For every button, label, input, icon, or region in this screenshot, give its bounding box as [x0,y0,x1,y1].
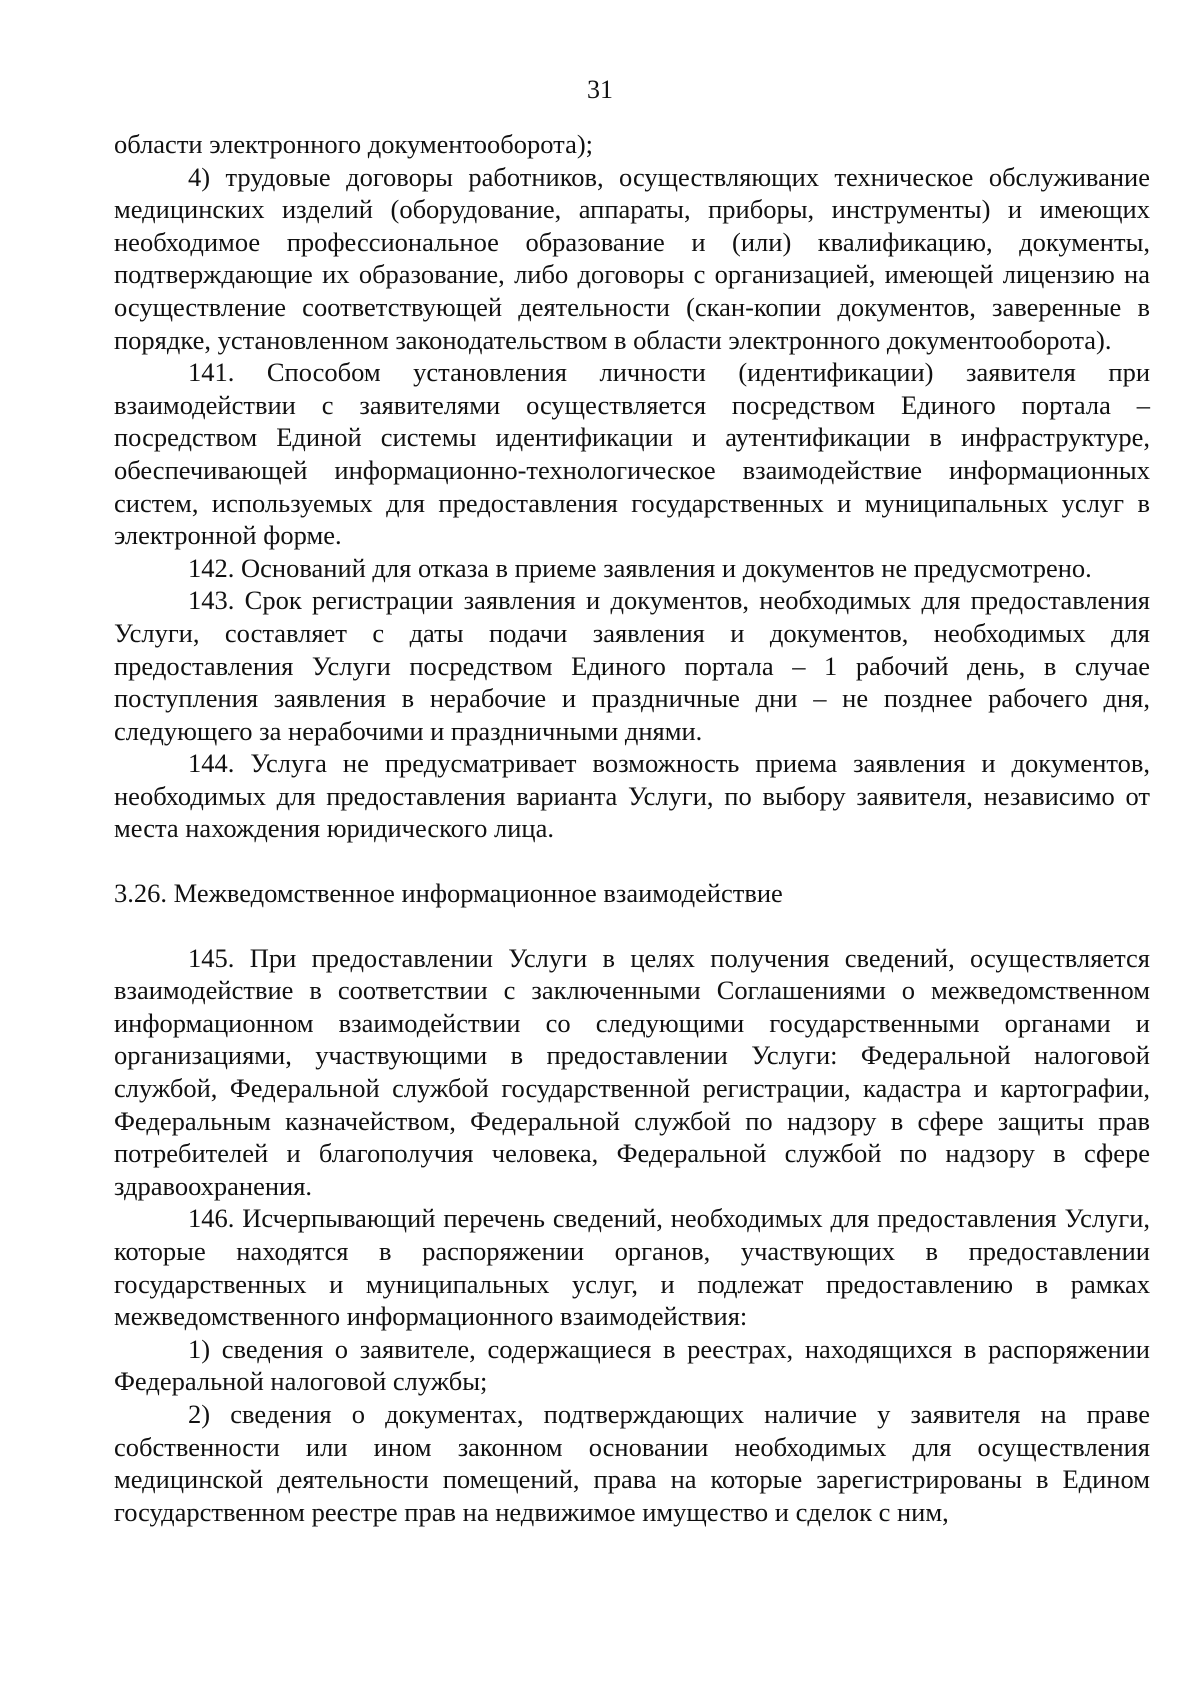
document-body [114,128,1150,1528]
paragraph: 145. При предоставлении Услуги в целях получения сведений, осуществляется взаимодействие в соответствии с заключенными Соглашениями о межведомственном информационном взаимодействии со следующими государственными органами и организациями, участвующими в предоставлении Услуги: Федеральной налоговой службой, Федеральной службой государственной регистрации, кадастра и картографии, Федеральным казначейством, Федеральной службой по надзору в сфере защиты прав потребителей и благополучия человека, Федеральной службой по надзору в сфере здравоохранения. [114,942,1150,1201]
paragraph: 143. Срок регистрации заявления и документов, необходимых для предоставления Услуги, составляет с даты подачи заявления и документов, необходимых для предоставления Услуги посредством Единого портала – 1 рабочий день, в случае поступления заявления в нерабочие и праздничные дни – не позднее рабочего дня, следующего за нерабочими и праздничными днями. [114,585,1150,746]
paragraph: 2) сведения о документах, подтверждающих наличие у заявителя на праве собственности или ином законном основании необходимых для осуществления медицинской деятельности помещений, права на которые зарегистрированы в Едином государственном реестре прав на недвижимое имущество и сделок с ним, [114,1398,1150,1527]
paragraph: 146. Исчерпывающий перечень сведений, необходимых для предоставления Услуги, которые находятся в распоряжении органов, участвующих в предоставлении государственных и муниципальных услуг, и подлежат предоставлению в рамках межведомственного информационного взаимодействия: [114,1203,1150,1332]
paragraph: области электронного документооборота); [114,129,594,159]
paragraph: 142. Оснований для отказа в приеме заявления и документов не предусмотрено. [188,552,1092,583]
page-number: 31 [587,75,613,104]
paragraph: 144. Услуга не предусматривает возможность приема заявления и документов, необходимых для предоставления варианта Услуги, по выбору заявителя, независимо от места нахождения юридического лица. [114,748,1150,844]
paragraph: 1) сведения о заявителе, содержащиеся в реестрах, находящихся в распоряжении Федеральной налоговой службы; [114,1333,1150,1397]
paragraph: 4) трудовые договоры работников, осуществляющих техническое обслуживание медицинских изделий (оборудование, аппараты, приборы, инструменты) и имеющих необходимое профессиональное образование и (или) квалификацию, документы, подтверждающие их образование, либо договоры с организацией, имеющей лицензию на осуществление соответствующей деятельности (скан-копии документов, заверенные в порядке, установленном законодательством в области электронного документооборота). [114,161,1150,355]
spacer [114,910,1150,942]
paragraph: 141. Способом установления личности (идентификации) заявителя при взаимодействии с заявителями осуществляется посредством Единого портала – посредством Единой системы идентификации и аутентификации в инфраструктуре, обеспечивающей информационно-технологическое взаимодействие информационных систем, используемых для предоставления государственных и муниципальных услуг в электронной форме. [114,357,1150,551]
spacer [114,845,1150,877]
section-heading: 3.26. Межведомственное информационное взаимодействие [114,878,783,909]
